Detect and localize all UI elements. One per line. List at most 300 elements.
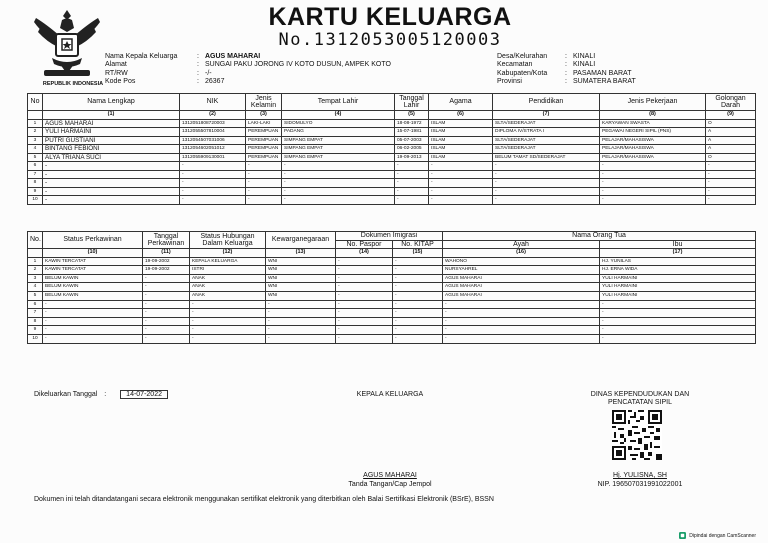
table-cell: - [706, 162, 756, 171]
table-cell: WNI [266, 266, 336, 275]
table-cell: - [395, 196, 429, 205]
garuda-emblem-icon [32, 8, 102, 80]
table-cell: 4 [28, 145, 43, 154]
column-header: Nama Orang Tua [443, 232, 756, 241]
table-cell: ANAK [190, 291, 266, 300]
table-cell: - [336, 326, 393, 335]
table-cell: - [493, 162, 600, 171]
table-cell: - [393, 334, 443, 343]
table-cell: ISLAM [429, 119, 493, 128]
table-cell: - [600, 187, 706, 196]
table-cell: - [282, 196, 395, 205]
table-cell: 8 [28, 317, 43, 326]
header-label: Desa/Kelurahan [497, 53, 548, 60]
table-cell: - [600, 317, 756, 326]
column-header: No [28, 94, 43, 111]
table-cell: ANAK [190, 283, 266, 292]
column-number: (13) [266, 249, 336, 258]
table-row [28, 145, 756, 154]
issue-date-line [34, 391, 168, 398]
column-header: Status Perkawinan [43, 232, 143, 249]
table-cell: - [600, 300, 756, 309]
header-field: Nama Kepala Keluarga : AGUS MAHARAI [105, 53, 261, 60]
table-cell: YULI HARMAINI [600, 274, 756, 283]
table-cell: 6 [28, 162, 43, 171]
scanner-note: Dipindai dengan CamScanner [689, 532, 756, 539]
camscanner-icon [679, 532, 686, 539]
table-cell: - [493, 187, 600, 196]
table-cell: - [706, 179, 756, 188]
column-header: No. KITAP [393, 240, 443, 249]
table-cell: - [143, 300, 190, 309]
table-cell: - [43, 309, 143, 318]
table-cell: - [43, 170, 180, 179]
table-row [28, 257, 756, 266]
table-cell: - [600, 309, 756, 318]
table-cell: ISLAM [429, 136, 493, 145]
table-cell: SLTA/SEDERAJAT [493, 119, 600, 128]
header-value: AGUS MAHARAI [205, 53, 261, 60]
table-cell: - [336, 266, 393, 275]
table-cell: - [246, 196, 282, 205]
column-header: Pendidikan [493, 94, 600, 111]
table-row [28, 128, 756, 137]
table-cell: BELUM KAWIN [43, 274, 143, 283]
header-right-block [497, 53, 636, 87]
column-number [28, 249, 43, 258]
header-label: Kode Pos [105, 78, 136, 86]
table-cell: PEREMPUAN [246, 145, 282, 154]
column-header: NIK [180, 94, 246, 111]
family-card-number: No.1312053005120003 [278, 30, 502, 50]
table-cell: 1312054507031006 [180, 136, 246, 145]
table-cell: - [43, 196, 180, 205]
header-field: Desa/Kelurahan : KINALI [497, 53, 596, 60]
header-value: 26367 [205, 78, 225, 86]
document-title: KARTU KELUARGA [268, 3, 512, 31]
table-cell: - [43, 179, 180, 188]
table-cell: HJ. ERNA WIDA [600, 266, 756, 275]
column-number: (15) [393, 249, 443, 258]
table-cell: - [600, 326, 756, 335]
table-cell: - [443, 317, 600, 326]
table-cell: NURSYAHREL [443, 266, 600, 275]
header-label: Provinsi [497, 78, 522, 86]
table-cell: A [706, 136, 756, 145]
table-cell: - [443, 334, 600, 343]
table-cell: - [143, 291, 190, 300]
family-status-table [27, 231, 756, 344]
table-cell: AGUS MAHARAI [443, 274, 600, 283]
column-number: (5) [395, 111, 429, 120]
issue-date-value: 14-07-2022 [120, 390, 168, 399]
table-cell: 1 [28, 257, 43, 266]
table-cell: - [190, 326, 266, 335]
table-cell: AGUS MAHARAI [443, 283, 600, 292]
header-field: Alamat : SUNGAI PAKU JORONG IV KOTO DUSUN, AMPEK KOTO [105, 61, 391, 69]
table-cell: - [706, 170, 756, 179]
table-cell: PELAJAR/MAHASISWA [600, 136, 706, 145]
table-cell: 05-07-2003 [395, 136, 429, 145]
table-cell: BELUM KAWIN [43, 283, 143, 292]
table-header-row [28, 94, 756, 111]
table-cell: - [180, 196, 246, 205]
table-cell: 1 [28, 119, 43, 128]
table-cell: - [395, 179, 429, 188]
table-cell: WNI [266, 291, 336, 300]
table-cell: - [336, 300, 393, 309]
column-number: (8) [600, 111, 706, 120]
table-cell: - [443, 309, 600, 318]
column-number: (2) [180, 111, 246, 120]
column-header: No. Paspor [336, 240, 393, 249]
header-value: SUMATERA BARAT [573, 78, 636, 86]
office-line-2: PENCATATAN SIPIL [607, 399, 673, 406]
head-title: KEPALA KELUARGA [356, 391, 424, 398]
column-number: (10) [43, 249, 143, 258]
table-row [28, 136, 756, 145]
table-cell: - [266, 317, 336, 326]
table-cell: 19-09-2013 [395, 153, 429, 162]
column-header: Nama Lengkap [43, 94, 180, 111]
table-cell: PADANG [282, 128, 395, 137]
table-cell: - [393, 291, 443, 300]
table-cell: - [443, 326, 600, 335]
table-cell: 9 [28, 326, 43, 335]
column-number: (11) [143, 249, 190, 258]
column-header: Kewarganegaraan [266, 232, 336, 249]
table-cell: - [336, 309, 393, 318]
table-cell: 5 [28, 153, 43, 162]
column-number: (7) [493, 111, 600, 120]
column-header: Ayah [443, 240, 600, 249]
column-header: Tanggal Lahir [395, 94, 429, 111]
table-cell: 2 [28, 128, 43, 137]
table-cell: - [393, 257, 443, 266]
family-members-table [27, 93, 756, 205]
table-header-row [28, 232, 756, 241]
table-cell: KARYAWAN SWASTA [600, 119, 706, 128]
header-label: RT/RW [105, 69, 128, 77]
table-row [28, 317, 756, 326]
table-cell: 8 [28, 179, 43, 188]
table-cell: YULI HARMAINI [43, 128, 180, 137]
table-cell: - [282, 179, 395, 188]
table-row [28, 187, 756, 196]
table-cell: - [266, 334, 336, 343]
column-header: Jenis Kelamin [246, 94, 282, 111]
table-cell: A [706, 128, 756, 137]
table-row [28, 334, 756, 343]
column-number: (3) [246, 111, 282, 120]
table-cell: - [336, 291, 393, 300]
table-cell: - [282, 170, 395, 179]
table-cell: O [706, 119, 756, 128]
table-cell: 3 [28, 136, 43, 145]
qr-code-icon [612, 410, 662, 460]
table-cell: - [443, 300, 600, 309]
table-cell: - [395, 162, 429, 171]
table-cell: ALYA TRIANA SUCI [43, 153, 180, 162]
table-cell: 18-08-1972 [395, 119, 429, 128]
table-cell: - [336, 334, 393, 343]
column-number [28, 111, 43, 120]
table-cell: 10 [28, 196, 43, 205]
table-cell: ISTRI [190, 266, 266, 275]
column-header: Dokumen Imigrasi [336, 232, 443, 241]
table-cell: - [600, 170, 706, 179]
table-cell: 2 [28, 266, 43, 275]
table-cell: - [395, 170, 429, 179]
table-cell: - [706, 196, 756, 205]
table-cell: - [43, 317, 143, 326]
table-cell: - [493, 196, 600, 205]
table-cell: HJ. YUNILAS [600, 257, 756, 266]
table-cell: 19-09-2002 [143, 257, 190, 266]
table-cell: 7 [28, 170, 43, 179]
table-row [28, 283, 756, 292]
table-cell: SIMPANG EMPAT [282, 153, 395, 162]
table-cell: ISLAM [429, 128, 493, 137]
table-cell: - [43, 300, 143, 309]
table-cell: - [706, 187, 756, 196]
table-cell: 1312055507810004 [180, 128, 246, 137]
table-cell: 1312054602051012 [180, 145, 246, 154]
table-cell: - [493, 179, 600, 188]
table-cell: - [429, 170, 493, 179]
table-cell: ISLAM [429, 153, 493, 162]
table-row [28, 170, 756, 179]
header-field: RT/RW : -/- [105, 69, 212, 77]
column-number: (4) [282, 111, 395, 120]
table-cell: - [393, 274, 443, 283]
table-cell: - [246, 179, 282, 188]
header-value: KINALI [573, 53, 596, 60]
table-cell: - [600, 179, 706, 188]
table-cell: - [246, 162, 282, 171]
header-value: -/- [205, 69, 212, 77]
table-cell: - [180, 162, 246, 171]
column-number: (6) [429, 111, 493, 120]
table-cell: - [393, 317, 443, 326]
table-cell: KAWIN TERCATAT [43, 257, 143, 266]
table-cell: PELAJAR/MAHASISWA [600, 145, 706, 154]
table-row [28, 291, 756, 300]
table-cell: 4 [28, 283, 43, 292]
column-header: No. [28, 232, 43, 249]
table-cell: - [180, 179, 246, 188]
table-cell: - [180, 170, 246, 179]
issue-date-label: Dikeluarkan Tanggal [34, 391, 98, 398]
table-cell: - [143, 317, 190, 326]
table-cell: ANAK [190, 274, 266, 283]
table-cell: - [180, 187, 246, 196]
table-row [28, 196, 756, 205]
table-cell: 1312055909130001 [180, 153, 246, 162]
table-cell: SLTA/SEDERAJAT [493, 145, 600, 154]
table-cell: 9 [28, 187, 43, 196]
header-label: Alamat [105, 61, 127, 69]
column-number: (16) [443, 249, 600, 258]
table-cell: - [429, 196, 493, 205]
table-cell: - [143, 326, 190, 335]
table-row [28, 119, 756, 128]
table-cell: AGUS MAHARAI [43, 119, 180, 128]
table-cell: - [336, 317, 393, 326]
table-cell: O [706, 153, 756, 162]
table-cell: WNI [266, 274, 336, 283]
table-cell: - [43, 334, 143, 343]
column-header: Ibu [600, 240, 756, 249]
header-value: KINALI [573, 61, 596, 69]
table-cell: - [266, 326, 336, 335]
table-cell: - [266, 300, 336, 309]
table-cell: PEREMPUAN [246, 128, 282, 137]
header-field: Kabupaten/Kota : PASAMAN BARAT [497, 69, 632, 77]
table-cell: SIMPANG EMPAT [282, 145, 395, 154]
table-row [28, 153, 756, 162]
column-header: Golongan Darah [706, 94, 756, 111]
table-cell: PELAJAR/MAHASISWA [600, 153, 706, 162]
table-cell: - [429, 179, 493, 188]
table-cell: BELUM KAWIN [43, 291, 143, 300]
official-nip: NIP. 196507031991022001 [597, 481, 683, 488]
column-header: Agama [429, 94, 493, 111]
header-left-block [105, 53, 391, 87]
table-cell: LAKI-LAKI [246, 119, 282, 128]
table-cell: - [336, 257, 393, 266]
official-name: Hj. YULISNA, SH [613, 472, 667, 479]
table-cell: 15-07-1981 [395, 128, 429, 137]
table-cell: BELUM TAMAT SD/SEDERAJAT [493, 153, 600, 162]
table-cell: 06-02-2005 [395, 145, 429, 154]
table-row [28, 266, 756, 275]
issue-date-colon: : [104, 391, 107, 398]
table-cell: - [393, 309, 443, 318]
column-number: (1) [43, 111, 180, 120]
table-cell: BINTANG FEBIONI [43, 145, 180, 154]
table-cell: - [393, 283, 443, 292]
table-cell: - [600, 196, 706, 205]
table-cell: - [190, 309, 266, 318]
table-cell: WNI [266, 257, 336, 266]
table-row [28, 326, 756, 335]
table-row [28, 300, 756, 309]
column-header: Status Hubungan Dalam Keluarga [190, 232, 266, 249]
table-cell: - [282, 187, 395, 196]
table-cell: - [393, 300, 443, 309]
header-field: Provinsi : SUMATERA BARAT [497, 78, 636, 86]
table-cell: WNI [266, 283, 336, 292]
table-cell: - [190, 317, 266, 326]
table-cell: SIMPANG EMPAT [282, 136, 395, 145]
header-label: Kecamatan [497, 61, 533, 69]
table-cell: - [393, 266, 443, 275]
table-cell: 1312051808720003 [180, 119, 246, 128]
table-row [28, 162, 756, 171]
table-cell: - [600, 162, 706, 171]
table-cell: - [143, 334, 190, 343]
emblem-caption: REPUBLIK INDONESIA [42, 81, 104, 87]
table-cell: PEGAWAI NEGERI SIPIL (PNS) [600, 128, 706, 137]
table-cell: - [43, 162, 180, 171]
header-label: Kabupaten/Kota [497, 69, 548, 77]
column-header: Tanggal Perkawinan [143, 232, 190, 249]
table-cell: - [143, 309, 190, 318]
column-header: Tempat Lahir [282, 94, 395, 111]
table-cell: - [246, 187, 282, 196]
table-cell: PEREMPUAN [246, 136, 282, 145]
table-cell: - [282, 162, 395, 171]
column-number: (12) [190, 249, 266, 258]
table-cell: - [143, 283, 190, 292]
header-value: SUNGAI PAKU JORONG IV KOTO DUSUN, AMPEK KOTO [205, 61, 391, 69]
table-cell: KEPALA KELUARGA [190, 257, 266, 266]
table-row [28, 179, 756, 188]
column-number-row [28, 249, 756, 258]
table-cell: AGUS MAHARAI [443, 291, 600, 300]
column-number: (17) [600, 249, 756, 258]
head-name: AGUS MAHARAI [363, 472, 417, 479]
table-cell: - [493, 170, 600, 179]
table-cell: SIDOMULYO [282, 119, 395, 128]
head-sign-note: Tanda Tangan/Cap Jempol [348, 481, 432, 488]
table-cell: A [706, 145, 756, 154]
table-cell: - [43, 187, 180, 196]
table-cell: 5 [28, 291, 43, 300]
table-cell: 19-09-2002 [143, 266, 190, 275]
table-cell: - [143, 274, 190, 283]
table-cell: SLTA/SEDERAJAT [493, 136, 600, 145]
header-value: PASAMAN BARAT [573, 69, 632, 77]
table-cell: - [190, 334, 266, 343]
table-cell: - [395, 187, 429, 196]
column-header: Jenis Pekerjaan [600, 94, 706, 111]
electronic-signature-disclaimer: Dokumen ini telah ditandatangani secara elektronik menggunakan sertifikat elektronik yang diterbitkan oleh Balai Sertifikasi Elektronik (BSrE), BSSN [34, 496, 494, 503]
table-cell: 3 [28, 274, 43, 283]
table-cell: - [266, 309, 336, 318]
table-cell: PEREMPUAN [246, 153, 282, 162]
table-cell: DIPLOMA IV/STRATA I [493, 128, 600, 137]
table-cell: - [190, 300, 266, 309]
table-cell: 10 [28, 334, 43, 343]
table-cell: YULI HARMAINI [600, 291, 756, 300]
table-cell: 7 [28, 309, 43, 318]
table-cell: - [246, 170, 282, 179]
table-cell: - [429, 162, 493, 171]
table-row [28, 309, 756, 318]
table-cell: KAWIN TERCATAT [43, 266, 143, 275]
table-cell: 6 [28, 300, 43, 309]
table-cell: ISLAM [429, 145, 493, 154]
column-number: (14) [336, 249, 393, 258]
table-cell: - [600, 334, 756, 343]
column-number: (9) [706, 111, 756, 120]
column-number-row [28, 111, 756, 120]
table-cell: - [43, 326, 143, 335]
office-line-1: DINAS KEPENDUDUKAN DAN [590, 391, 690, 398]
header-label: Nama Kepala Keluarga [105, 53, 178, 60]
table-cell: WAHONO [443, 257, 600, 266]
table-cell: PUTRI GUSTIANI [43, 136, 180, 145]
table-cell: - [429, 187, 493, 196]
table-cell: - [393, 326, 443, 335]
table-cell: YULI HARMAINI [600, 283, 756, 292]
table-row [28, 274, 756, 283]
header-field: Kecamatan : KINALI [497, 61, 596, 69]
header-field: Kode Pos : 26367 [105, 78, 225, 86]
camscanner-watermark [679, 532, 756, 539]
